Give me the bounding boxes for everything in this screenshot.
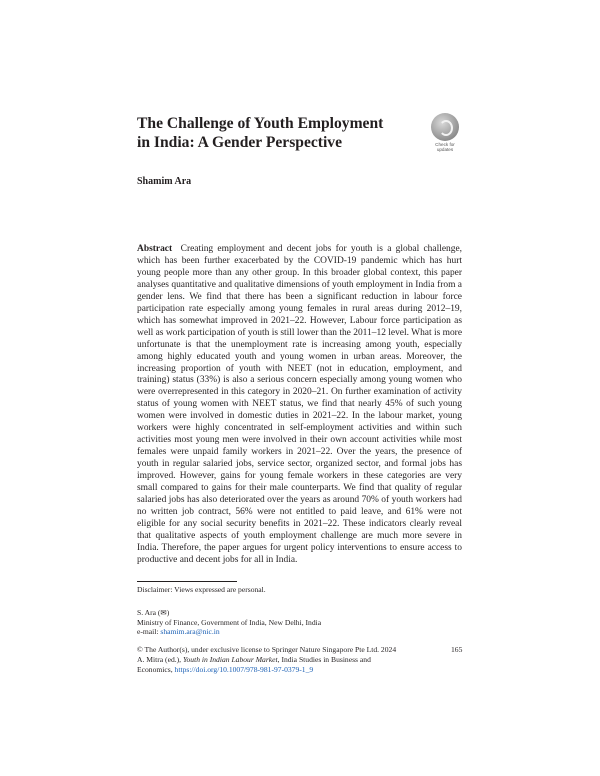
abstract-label: Abstract: [137, 244, 173, 254]
doi-link[interactable]: https://doi.org/10.1007/978-981-97-0379-1_9: [174, 665, 314, 675]
chapter-title: [137, 114, 427, 152]
book-title: Youth in Indian Labour Market: [182, 655, 278, 665]
author-affiliation: [137, 608, 321, 637]
abstract: [137, 244, 462, 567]
check-for-updates-badge[interactable]: [427, 113, 463, 152]
doi-line: Economics, https://doi.org/10.1007/978-981-97-0379-1_9: [137, 665, 314, 675]
chapter-title-line-2: in India: A Gender Perspective: [137, 134, 343, 151]
abstract-text: Creating employment and decent jobs for youth is a global challenge, which has been further exacerbated by the COVID-19 pandemic which has hurt young people more than any other group. In this broader global context, this paper analyses quantitative and qualitative dimensions of youth employment in India from a gender lens. We find that there has been a significant reduction in labour force participation rate especially among young females in rural areas during 2012–19, which has somewhat improved in 2021–22. However, Labour force participation as well as work participation of youth is still lower than the 2011–12 level. What is more unfortunate is that the unemployment rate is increasing among youth, especially among highly educated youth and young women in urban areas. Moreover, the increasing proportion of youth with NEET (not in education, employment, and training) status (33%) is also a serious concern especially among young women who were overrepresented in this category in 2020–21. On further examination of activity status of young women with NEET status, we find that nearly 45% of such young women were involved in domestic duties in 2021–22. In the labour market, young workers were highly concentrated in self-employment activities and within such activities most young men were involved in their own account activities while most females were unpaid family workers in 2021–22. Over the years, the presence of youth in regular salaried jobs, service sector, organized sector, and formal jobs has improved. However, gains for young female workers in these categories are very small compared to gains for their male counterparts. We find that quality of regular salaried jobs has also deteriorated over the years as around 70% of youth workers had no written job contract, 56% were not entitled to paid leave, and 61% were not eligible for any social security benefits in 2021–22. These indicators clearly reveal that qualitative aspects of youth employment challenge are much more severe in India. Therefore, the paper argues for urgent policy interventions to ensure access to productive and decent jobs for all in India.: [137, 244, 463, 565]
chapter-title-line-1: The Challenge of Youth Employment: [137, 115, 384, 132]
badge-label: Check for updates: [435, 142, 455, 152]
author-name: Shamim Ara: [137, 176, 192, 187]
disclaimer: Disclaimer: Views expressed are personal.: [137, 585, 266, 594]
copyright-footer: [137, 645, 462, 676]
affiliation-name: S. Ara (✉): [137, 608, 170, 617]
footnote-divider: [137, 581, 237, 582]
copyright-line: © The Author(s), under exclusive license to Springer Nature Singapore Pte Ltd. 2024: [137, 645, 397, 654]
book-citation: A. Mitra (ed.), Youth in Indian Labour Market, India Studies in Business and: [137, 655, 371, 665]
affiliation-org: Ministry of Finance, Government of India, New Delhi, India: [137, 617, 322, 627]
check-for-updates-icon: [431, 113, 459, 141]
page-number: 165: [451, 645, 463, 654]
email-link[interactable]: shamim.ara@nic.in: [160, 627, 220, 637]
affiliation-email: e-mail: shamim.ara@nic.in: [137, 627, 220, 637]
